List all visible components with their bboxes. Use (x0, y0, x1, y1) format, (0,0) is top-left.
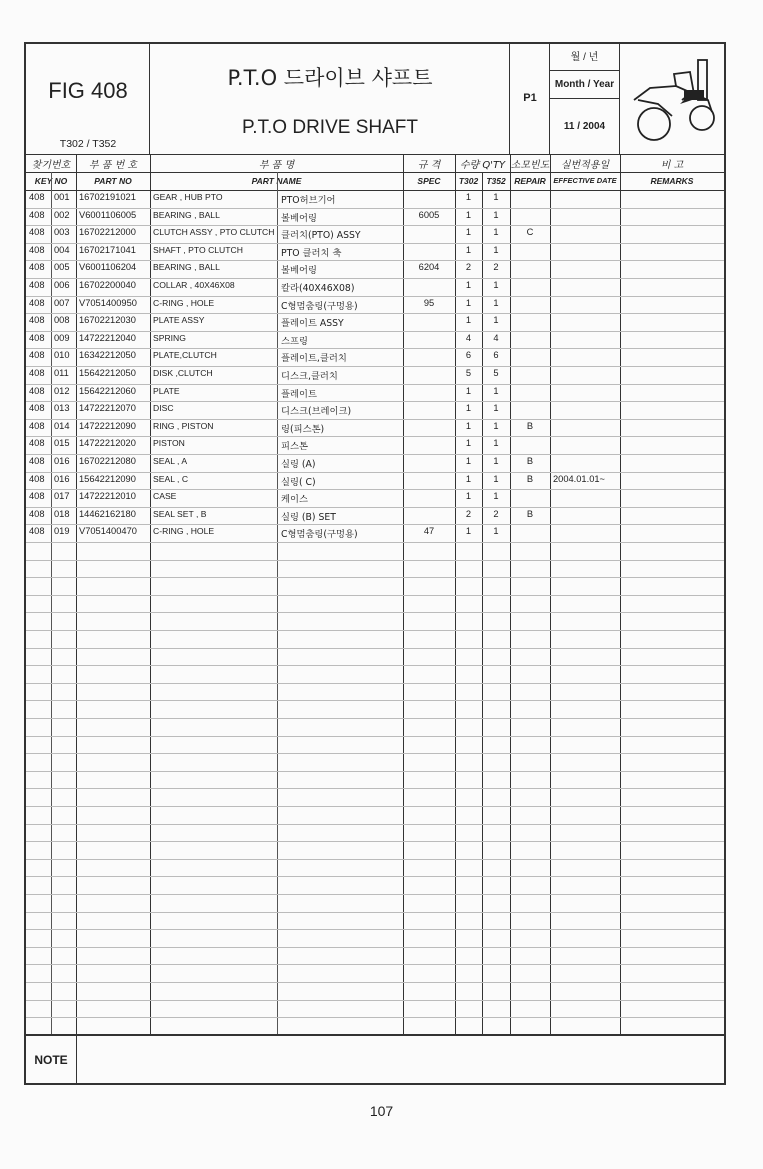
cell-k1: 408 (29, 385, 45, 396)
table-row (26, 384, 724, 403)
cell-en: BEARING , BALL (153, 209, 220, 220)
cell-q2: 6 (493, 350, 499, 361)
month-year-english: Month / Year (550, 71, 619, 99)
table-row (26, 507, 724, 526)
table-row (26, 982, 724, 1001)
table-row (26, 771, 724, 790)
cell-q1: 1 (465, 315, 472, 326)
cell-part: 14722212090 (79, 420, 136, 431)
cell-ko: 볼베어링 (281, 265, 317, 277)
cell-k2: 004 (54, 244, 70, 255)
page-code-cell (510, 44, 550, 154)
cell-q1: 4 (465, 332, 472, 343)
cell-k2: 014 (54, 420, 70, 431)
cell-k2: 011 (54, 368, 69, 378)
cell-en: PLATE ASSY (153, 315, 205, 326)
cell-k2: 017 (54, 491, 70, 502)
table-row (26, 296, 724, 315)
cell-rep: B (526, 420, 534, 431)
table-row (26, 964, 724, 983)
cell-k1: 408 (29, 297, 45, 308)
cell-spec: 6204 (418, 262, 440, 273)
col-key-en: KEY NO (34, 176, 68, 186)
cell-ko: 클러치(PTO) ASSY (281, 230, 361, 242)
col-spec (403, 154, 455, 190)
cell-q1: 1 (465, 192, 472, 202)
cell-q1: 6 (465, 350, 472, 361)
cell-ko: 실링 (B) SET (281, 511, 336, 523)
cell-part: 14722212020 (79, 438, 136, 449)
cell-k1: 408 (29, 315, 45, 326)
table-row (26, 595, 724, 614)
cell-q1: 1 (465, 456, 472, 466)
col-part-en: PART NO (94, 176, 132, 186)
cell-q2: 1 (493, 438, 499, 449)
table-row (26, 489, 724, 508)
month-year-korean: 월 / 년 (550, 44, 619, 71)
title-english: P.T.O DRIVE SHAFT (242, 117, 418, 138)
cell-q2: 1 (493, 456, 499, 466)
table-row (26, 366, 724, 385)
col-repair-en: REPAIR (514, 176, 546, 186)
cell-ko: C형멈춤링(구멍용) (281, 300, 358, 312)
table-row (26, 419, 724, 438)
cell-ko: 실링( C) (281, 476, 316, 488)
cell-q2: 1 (493, 297, 499, 308)
illustration-cell (620, 44, 724, 154)
table-row (26, 859, 724, 878)
cell-k2: 012 (54, 385, 70, 396)
cell-q2: 4 (493, 332, 499, 343)
cell-q1: 1 (465, 403, 472, 414)
table-row (26, 243, 724, 262)
cell-part: 16702191021 (79, 192, 136, 202)
cell-k2: 016 (54, 473, 70, 484)
tractor-pto-icon (628, 54, 718, 144)
cell-ko: 링(피스톤) (281, 423, 325, 435)
cell-k1: 408 (29, 350, 45, 361)
cell-q1: 2 (465, 262, 472, 273)
table-row (26, 718, 724, 737)
cell-part: V7051400950 (79, 297, 137, 308)
cell-en: DISK ,CLUTCH (153, 368, 213, 378)
cell-q2: 2 (493, 262, 499, 273)
cell-k1: 408 (29, 491, 45, 502)
cell-q1: 1 (465, 227, 472, 238)
cell-k1: 408 (29, 456, 45, 466)
cell-q1: 1 (465, 209, 472, 220)
cell-ko: 케이스 (281, 494, 308, 506)
table-row (26, 260, 724, 279)
table-row (26, 313, 724, 332)
cell-en: PISTON (153, 438, 185, 449)
cell-k1: 408 (29, 280, 45, 290)
cell-spec: 95 (423, 297, 435, 308)
cell-part: 14722212070 (79, 403, 136, 414)
cell-k2: 013 (54, 403, 70, 414)
cell-k1: 408 (29, 262, 45, 273)
cell-rep: B (526, 508, 534, 519)
table-row (26, 824, 724, 843)
table-row (26, 225, 724, 244)
table-row (26, 700, 724, 719)
cell-spec: 47 (423, 526, 435, 537)
col-part (76, 154, 150, 190)
cell-k1: 408 (29, 438, 45, 449)
note-label: NOTE (26, 1036, 77, 1085)
cell-part: 16702200040 (79, 280, 136, 290)
cell-q2: 1 (493, 491, 499, 502)
table-row (26, 1017, 724, 1036)
header (26, 44, 724, 155)
cell-q1: 1 (465, 385, 472, 396)
table-row (26, 736, 724, 755)
table-row (26, 683, 724, 702)
cell-q2: 1 (493, 244, 499, 255)
cell-k1: 408 (29, 420, 45, 431)
cell-k2: 018 (54, 508, 70, 519)
cell-q1: 1 (465, 473, 472, 484)
table-row (26, 894, 724, 913)
table-row (26, 912, 724, 931)
col-effective (550, 154, 620, 190)
cell-ko: 플레이트 (281, 388, 317, 400)
cell-ko: PTO 클러치 축 (281, 247, 342, 259)
cell-rep: B (526, 456, 534, 466)
cell-q2: 1 (493, 403, 499, 414)
cell-en: C-RING , HOLE (153, 526, 215, 537)
col-remarks (620, 154, 724, 190)
cell-k1: 408 (29, 526, 45, 537)
cell-en: PLATE (153, 385, 180, 396)
cell-q1: 1 (465, 244, 472, 255)
cell-part: 14462162180 (79, 508, 136, 519)
cell-ko: 플레이트,클러치 (281, 353, 347, 365)
cell-rep: C (526, 227, 534, 238)
col-remarks-en: REMARKS (650, 176, 694, 186)
cell-ko: 칼라(40X46X08) (281, 283, 355, 294)
cell-k2: 007 (54, 297, 70, 308)
cell-k1: 408 (29, 508, 45, 519)
col-qty-ko: 수량 Q'TY (459, 160, 506, 171)
note-section (26, 1034, 724, 1085)
table-row (26, 648, 724, 667)
cell-ko: 피스톤 (281, 441, 308, 453)
cell-part: 16702212030 (79, 315, 136, 326)
col-repair-ko: 소모빈도 (510, 160, 550, 171)
cell-part: 16342212050 (79, 350, 136, 361)
cell-k2: 009 (54, 332, 70, 343)
cell-q2: 2 (493, 508, 499, 519)
cell-k2: 016 (54, 456, 70, 466)
cell-q1: 1 (465, 438, 472, 449)
cell-en: RING , PISTON (153, 420, 214, 431)
col-part-ko: 부 품 번 호 (88, 160, 138, 171)
cell-q1: 2 (465, 508, 472, 519)
cell-ko: 디스크(브레이크) (281, 406, 352, 418)
col-effective-ko: 실번적용일 (560, 160, 610, 171)
cell-en: SEAL , A (153, 456, 188, 466)
cell-ko: 플레이트 ASSY (281, 318, 344, 330)
cell-q1: 1 (465, 280, 472, 290)
cell-en: DISC (153, 403, 174, 414)
cell-k2: 002 (54, 209, 70, 220)
cell-en: SHAFT , PTO CLUTCH (153, 244, 243, 255)
cell-q2: 5 (493, 368, 499, 378)
cell-part: V6001106204 (79, 262, 137, 273)
cell-part: V6001106005 (79, 209, 137, 220)
cell-en: CASE (153, 491, 177, 502)
cell-rep: B (526, 473, 534, 484)
table-row (26, 401, 724, 420)
cell-k2: 001 (54, 192, 70, 202)
table-row (26, 348, 724, 367)
table-row (26, 876, 724, 895)
title-korean: P.T.O 드라이브 샤프트 (227, 66, 433, 90)
cell-q2: 1 (493, 209, 499, 220)
table-row (26, 454, 724, 473)
cell-ko: PTO허브기어 (281, 195, 336, 206)
cell-part: 16702171041 (79, 244, 136, 255)
fig-cell (26, 44, 150, 154)
col-effective-en: EFFECTIVE DATE (553, 176, 617, 185)
table-row (26, 947, 724, 966)
table-row (26, 806, 724, 825)
table-row (26, 630, 724, 649)
cell-k2: 015 (54, 438, 70, 449)
cell-k1: 408 (29, 227, 45, 238)
cell-ko: 실링 (A) (281, 459, 316, 470)
col-name-ko: 부 품 명 (258, 160, 295, 171)
cell-q1: 1 (465, 491, 472, 502)
cell-q1: 1 (465, 420, 472, 431)
col-repair (510, 154, 550, 190)
month-year-cell (550, 44, 620, 154)
cell-k1: 408 (29, 332, 45, 343)
cell-part: V7051400470 (79, 526, 137, 537)
page-code: P1 (523, 92, 537, 104)
cell-en: GEAR , HUB PTO (153, 192, 223, 202)
cell-spec: 6005 (418, 209, 440, 220)
cell-part: 15642212060 (79, 385, 136, 396)
cell-part: 16702212080 (79, 456, 136, 466)
col-name-en: PART NAME (251, 176, 302, 186)
table-row (26, 560, 724, 579)
cell-q2: 1 (493, 315, 499, 326)
col-qty-t302: T302 (458, 176, 479, 186)
cell-eff: 2004.01.01~ (553, 473, 605, 484)
cell-q2: 1 (493, 227, 499, 238)
cell-q1: 5 (465, 368, 472, 378)
model-list: T302 / T352 (59, 138, 117, 150)
cell-q1: 1 (465, 526, 472, 537)
fig-number: FIG 408 (48, 78, 128, 103)
col-key-ko: 찾기번호 (31, 160, 71, 171)
table-row (26, 665, 724, 684)
cell-k2: 003 (54, 227, 70, 238)
cell-ko: 디스크,클러치 (281, 371, 338, 382)
col-qty-t352: T352 (486, 176, 506, 186)
table-row (26, 577, 724, 596)
cell-en: SEAL , C (153, 473, 189, 484)
table-row (26, 542, 724, 561)
table-row (26, 1000, 724, 1019)
cell-ko: 스프링 (281, 335, 308, 347)
cell-en: CLUTCH ASSY , PTO CLUTCH (153, 227, 275, 238)
table-row (26, 929, 724, 948)
cell-ko: C형멈춤링(구멍용) (281, 529, 358, 541)
cell-q1: 1 (465, 297, 472, 308)
cell-en: SEAL SET , B (153, 508, 207, 519)
cell-part: 15642212050 (79, 368, 136, 378)
table-row (26, 472, 724, 491)
table-row (26, 190, 724, 209)
cell-k1: 408 (29, 192, 45, 202)
table-row (26, 612, 724, 631)
cell-k2: 010 (54, 350, 70, 361)
table-row (26, 524, 724, 543)
parts-sheet (24, 42, 726, 1085)
cell-q2: 1 (493, 385, 499, 396)
title-cell (150, 44, 510, 154)
cell-en: BEARING , BALL (153, 262, 220, 273)
table-row (26, 753, 724, 772)
col-spec-en: SPEC (417, 176, 441, 186)
cell-k1: 408 (29, 403, 45, 414)
cell-en: C-RING , HOLE (153, 297, 215, 308)
cell-k2: 006 (54, 280, 70, 290)
cell-part: 14722212010 (79, 491, 136, 502)
cell-k2: 005 (54, 262, 70, 273)
table-row (26, 208, 724, 227)
table-row (26, 331, 724, 350)
cell-en: PLATE,CLUTCH (153, 350, 217, 361)
table-row (26, 788, 724, 807)
cell-ko: 볼베어링 (281, 212, 317, 224)
cell-k1: 408 (29, 368, 45, 378)
page-number: 107 (369, 1103, 394, 1119)
issue-date: 11 / 2004 (563, 121, 606, 132)
cell-q2: 1 (493, 280, 499, 290)
cell-k1: 408 (29, 473, 45, 484)
table-row (26, 436, 724, 455)
cell-k1: 408 (29, 244, 45, 255)
cell-part: 15642212090 (79, 473, 136, 484)
cell-en: SPRING (153, 332, 186, 343)
table-row (26, 841, 724, 860)
col-remarks-ko: 비 고 (660, 160, 684, 171)
cell-part: 16702212000 (79, 227, 136, 238)
cell-q2: 1 (493, 192, 499, 202)
cell-k2: 008 (54, 315, 70, 326)
col-spec-ko: 규 격 (417, 160, 441, 171)
cell-en: COLLAR , 40X46X08 (153, 280, 235, 290)
cell-k1: 408 (29, 209, 45, 220)
table-row (26, 278, 724, 297)
cell-part: 14722212040 (79, 332, 136, 343)
cell-q2: 1 (493, 473, 499, 484)
cell-k2: 019 (54, 526, 70, 537)
cell-q2: 1 (493, 526, 499, 537)
cell-q2: 1 (493, 420, 499, 431)
